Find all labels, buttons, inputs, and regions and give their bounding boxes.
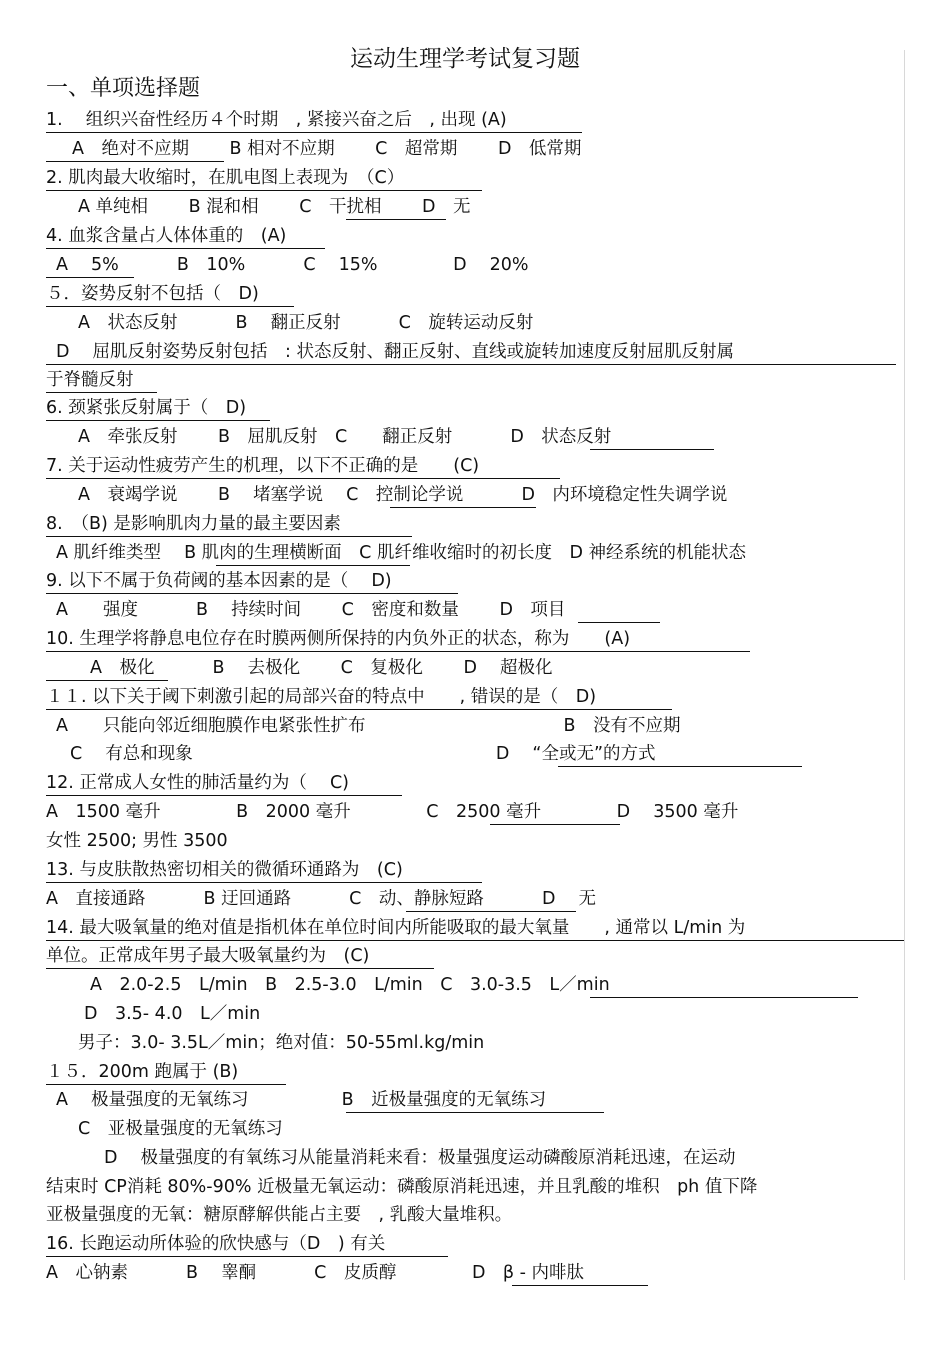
underline-rule: [346, 1112, 604, 1113]
underline-rule: [46, 1256, 448, 1257]
text-line: 6. 颈紧张反射属于（ D): [46, 398, 247, 418]
underline-rule: [46, 882, 482, 883]
text-line: D 极量强度的有氧练习从能量消耗来看：极量强度运动磷酸原消耗迅速，在运动: [104, 1148, 736, 1168]
text-line: 12. 正常成人女性的肺活量约为（ C): [46, 773, 350, 793]
underline-rule: [46, 277, 134, 278]
text-line: A 极化 B 去极化 C 复极化 D 超极化: [90, 658, 553, 678]
text-line: A 单纯相 B 混和相 C 干扰相 D 无: [78, 197, 471, 217]
text-line: D 屈肌反射姿势反射包括 : 状态反射、翻正反射、直线或旋转加速度反射屈肌反射属: [56, 342, 734, 362]
section-heading: 一、单项选择题: [46, 76, 201, 101]
text-line: D 3.5- 4.0 L／min: [84, 1004, 261, 1024]
text-line: 13. 与皮肤散热密切相关的微循环通路为 (C): [46, 860, 403, 880]
underline-rule: [46, 478, 560, 479]
text-line: 单位。正常成年男子最大吸氧量约为 (C): [46, 946, 370, 966]
page-title: 运动生理学考试复习题: [350, 46, 580, 72]
underline-rule: [46, 795, 402, 796]
underline-rule: [46, 248, 325, 249]
underline-rule: [216, 565, 410, 566]
text-line: 10. 生理学将静息电位存在时膜两侧所保持的内负外正的状态，称为 (A): [46, 629, 631, 649]
text-line: 14. 最大吸氧量的绝对值是指机体在单位时间内所能吸取的最大氧量 , 通常以 L/min 为: [46, 918, 746, 938]
text-line: 7. 关于运动性疲劳产生的机理，以下不正确的是 (C): [46, 456, 480, 476]
text-line: A 2.0-2.5 L/min B 2.5-3.0 L/min C 3.0-3.5 L／min: [90, 975, 610, 995]
underline-rule: [512, 1285, 648, 1286]
text-line: 男子：3.0- 3.5L／min；绝对值：50-55ml.kg/min: [78, 1033, 485, 1053]
page-edge-line: [904, 50, 905, 1280]
underline-rule: [46, 306, 294, 307]
text-line: 8. （B) 是影响肌肉力量的最主要因素: [46, 514, 341, 534]
underline-rule: [578, 622, 660, 623]
underline-rule: [406, 911, 576, 912]
text-line: １５．200m 跑属于 (B): [46, 1062, 239, 1082]
text-line: A 牵张反射 B 屈肌反射 C 翻正反射 D 状态反射: [78, 427, 612, 447]
underline-rule: [390, 507, 536, 508]
underline-rule: [46, 680, 168, 681]
underline-rule: [46, 420, 270, 421]
underline-rule: [46, 536, 412, 537]
text-line: 1. 组织兴奋性经历４个时期 , 紧接兴奋之后 , 出现 (A): [46, 110, 507, 130]
text-line: A 只能向邻近细胞膜作电紧张性扩布 B 没有不应期: [56, 716, 681, 736]
underline-rule: [490, 824, 620, 825]
underline-rule: [46, 364, 896, 365]
text-line: A 心钠素 B 睾酮 C 皮质醇 D β - 内啡肽: [46, 1263, 585, 1283]
underline-rule: [46, 190, 482, 191]
text-line: C 亚极量强度的无氧练习: [78, 1119, 283, 1139]
text-line: 亚极量强度的无氧：糖原酵解供能占主要 , 乳酸大量堆积。: [46, 1205, 513, 1225]
text-line: A 强度 B 持续时间 C 密度和数量 D 项目: [56, 600, 566, 620]
text-line: A 衰竭学说 B 堵塞学说 C 控制论学说 D 内环境稳定性失调学说: [78, 485, 728, 505]
underline-rule: [46, 392, 157, 393]
text-line: 结束时 CP消耗 80%-90% 近极量无氧运动：磷酸原消耗迅速，并且乳酸的堆积 ph 值下降: [46, 1177, 758, 1197]
text-line: ５．姿势反射不包括（ D): [46, 284, 259, 304]
underline-rule: [46, 161, 224, 162]
text-line: １１. 以下关于阈下刺激引起的局部兴奋的特点中 , 错误的是（ D): [46, 687, 597, 707]
underline-rule: [46, 940, 904, 941]
text-line: A 极量强度的无氧练习 B 近极量强度的无氧练习: [56, 1090, 547, 1110]
text-line: A 1500 毫升 B 2000 毫升 C 2500 毫升 D 3500 毫升: [46, 802, 739, 822]
text-line: A 直接通路 B 迂回通路 C 动、静脉短路 D 无: [46, 889, 596, 909]
text-line: C 有总和现象 D “全或无”的方式: [70, 744, 656, 764]
underline-rule: [46, 593, 458, 594]
text-line: A 绝对不应期 B 相对不应期 C 超常期 D 低常期: [72, 139, 582, 159]
text-line: 2. 肌肉最大收缩时，在肌电图上表现为 （C）: [46, 168, 405, 188]
underline-rule: [590, 997, 858, 998]
text-line: A 状态反射 B 翻正反射 C 旋转运动反射: [78, 313, 534, 333]
underline-rule: [558, 766, 802, 767]
underline-rule: [46, 1084, 286, 1085]
text-line: 9. 以下不属于负荷阈的基本因素的是（ D): [46, 571, 392, 591]
text-line: A 5% B 10% C 15% D 20%: [56, 255, 529, 275]
underline-rule: [590, 449, 714, 450]
underline-rule: [46, 651, 750, 652]
underline-rule: [46, 709, 672, 710]
text-line: 4. 血浆含量占人体体重的 (A): [46, 226, 287, 246]
underline-rule: [46, 968, 434, 969]
text-line: 于脊髓反射: [46, 370, 134, 390]
underline-rule: [346, 219, 446, 220]
text-line: A 肌纤维类型 B 肌肉的生理横断面 C 肌纤维收缩时的初长度 D 神经系统的机能状态: [56, 543, 746, 563]
underline-rule: [46, 132, 582, 133]
text-line: 女性 2500; 男性 3500: [46, 831, 228, 851]
text-line: 16. 长跑运动所体验的欣快感与（D ) 有关: [46, 1234, 386, 1254]
